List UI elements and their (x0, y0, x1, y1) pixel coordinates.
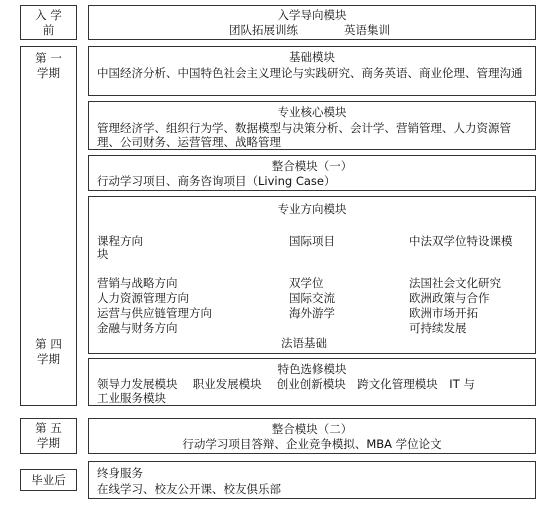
lifelong-content: 在线学习、校友公开课、校友俱乐部 (97, 482, 281, 496)
direction-col2-item: 海外游学 (289, 306, 335, 320)
elective-module (88, 358, 536, 406)
lifelong-title: 终身服务 (97, 466, 143, 480)
lifelong-service-module (88, 461, 536, 499)
direction-title: 专业方向模块 (277, 202, 347, 216)
direction-col3-item: 法国社会文化研究 (409, 276, 501, 290)
foundation-module (88, 46, 536, 96)
orientation-module (88, 5, 536, 40)
core-content: 管理经济学、组织行为学、数据模型与决策分析、会计学、营销管理、人力资源管理、公司财务、运营管理、战略管理 (97, 121, 511, 149)
stage-semester-5 (20, 418, 77, 454)
stage-after-graduation (20, 469, 77, 491)
core-module (88, 101, 536, 150)
foundation-title: 基础模块 (289, 50, 335, 64)
direction-footer: 法语基础 (281, 336, 327, 350)
direction-col3-item: 欧洲政策与合作 (409, 291, 490, 305)
elective-title: 特色选修模块 (277, 362, 347, 376)
direction-col2-title: 国际项目 (289, 234, 335, 248)
stage-s5-line2: 学期 (37, 436, 60, 450)
direction-col2-item: 双学位 (289, 276, 324, 290)
stage-semester-1-4 (20, 46, 77, 406)
core-title: 专业核心模块 (277, 105, 347, 119)
direction-module (88, 196, 536, 354)
direction-col3-title: 中法双学位特设课模 (409, 234, 513, 248)
stage-pre-line1: 入 学 (35, 8, 62, 22)
foundation-content: 中国经济分析、中国特色社会主义理论与实践研究、商务英语、商业伦理、管理沟通 (97, 66, 523, 80)
direction-col2-item: 国际交流 (289, 291, 335, 305)
stage-s4-line1: 第 四 (35, 337, 62, 351)
stage-s1-line2: 学期 (37, 66, 60, 80)
integration-1-module (88, 155, 536, 191)
direction-col1-item: 人力资源管理方向 (97, 291, 189, 305)
direction-col1-item: 运营与供应链管理方向 (97, 306, 212, 320)
direction-col3-item: 欧洲市场开拓 (409, 306, 478, 320)
stage-s1-line1: 第 一 (35, 51, 62, 65)
integration-2-title: 整合模块（二） (271, 422, 353, 436)
integration-2-module (88, 418, 536, 454)
elective-line-1: 领导力发展模块 职业发展模块 创业创新模块 跨文化管理模块 IT 与 (97, 377, 475, 391)
stage-s5-line1: 第 五 (35, 421, 62, 435)
direction-col3-item: 可持续发展 (409, 321, 467, 335)
direction-col1-item: 金融与财务方向 (97, 321, 178, 335)
direction-col1-item: 营销与战略方向 (97, 276, 178, 290)
direction-col1-title-cont: 块 (97, 247, 109, 261)
orientation-item-2: 英语集训 (344, 23, 390, 37)
elective-line-2: 工业服务模块 (97, 391, 166, 405)
orientation-title: 入学导向模块 (277, 8, 347, 22)
stage-pre-line2: 前 (42, 23, 55, 37)
integration-2-content: 行动学习项目答辩、企业竞争模拟、MBA 学位论文 (182, 437, 442, 451)
stage-after-label: 毕业后 (31, 473, 66, 487)
integration-1-title: 整合模块（一） (271, 159, 353, 173)
direction-col1-title: 课程方向 (97, 234, 143, 248)
orientation-item-1: 团队拓展训练 (229, 23, 298, 37)
stage-s4-line2: 学期 (37, 352, 60, 366)
stage-pre-enrollment (20, 5, 77, 40)
integration-1-content: 行动学习项目、商务咨询项目（Living Case） (97, 174, 336, 188)
